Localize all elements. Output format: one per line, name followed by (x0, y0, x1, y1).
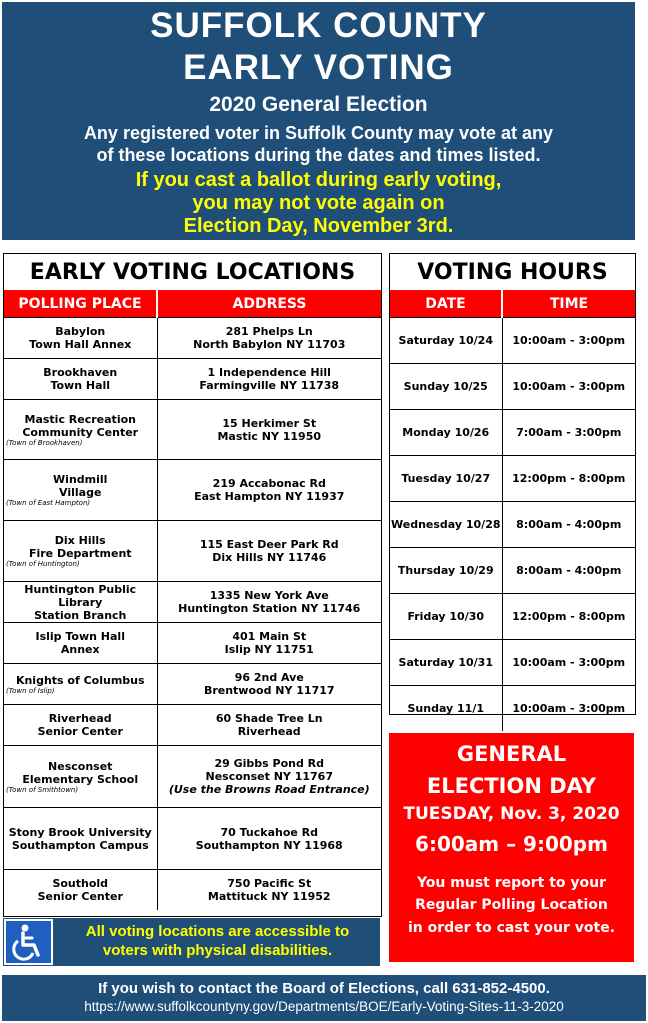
table-row (4, 521, 381, 582)
time-cell: 10:00am - 3:00pm (502, 318, 635, 364)
time-cell: 8:00am - 4:00pm (502, 548, 635, 594)
town-label: (Town of Huntington) (6, 560, 80, 568)
accessibility-line1: All voting locations are accessible to (85, 923, 350, 941)
table-row (390, 456, 635, 502)
address-street: 750 Pacific St (227, 876, 312, 890)
date-cell: Sunday 11/1 (390, 686, 502, 732)
address-street: 15 Herkimer St (222, 416, 317, 430)
address-street: 1335 New York Ave (209, 589, 329, 602)
election-day-msg3: in order to cast your vote. (407, 919, 616, 936)
place-name: Senior Center (37, 889, 123, 903)
time-cell: 10:00am - 3:00pm (502, 686, 635, 732)
address-street: 96 2nd Ave (234, 671, 304, 684)
time-cell: 10:00am - 3:00pm (502, 364, 635, 410)
time-cell: 8:00am - 4:00pm (502, 502, 635, 548)
election-day-msg2: Regular Polling Location (415, 897, 608, 914)
table-row (390, 548, 635, 594)
description-line2: of these locations during the dates and times listed. (96, 145, 541, 165)
accessibility-line2: voters with physical disabilities. (102, 942, 333, 959)
table-row (390, 686, 635, 732)
place-name: Village (59, 486, 102, 499)
subtitle: 2020 General Election (209, 93, 428, 116)
address-city: East Hampton NY 11937 (194, 490, 345, 503)
warning-line1: If you cast a ballot during early voting, (135, 169, 502, 191)
address-city: Dix Hills NY 11746 (212, 551, 327, 564)
time-cell: 10:00am - 3:00pm (502, 640, 635, 686)
address-city: North Babylon NY 11703 (193, 338, 346, 351)
town-label: (Town of Brookhaven) (6, 438, 83, 447)
table-row (390, 410, 635, 456)
locations-panel (3, 253, 382, 917)
address-city: Brentwood NY 11717 (203, 684, 335, 697)
election-day-line2: ELECTION DAY (426, 773, 597, 798)
address-city: Huntington Station NY 11746 (178, 602, 361, 615)
locations-table (4, 290, 381, 910)
place-name: Islip Town Hall (35, 630, 125, 643)
place-name: Senior Center (37, 725, 123, 738)
table-row (4, 460, 381, 521)
place-name: Knights of Columbus (15, 673, 145, 687)
table-row (390, 594, 635, 640)
table-row (4, 808, 381, 870)
accessibility-banner (3, 918, 380, 966)
place-name: Mastic Recreation (24, 412, 136, 426)
town-label: (Town of Islip) (6, 686, 55, 695)
date-cell: Monday 10/26 (390, 410, 502, 456)
place-name: Windmill (53, 473, 108, 486)
place-name: Station Branch (34, 608, 127, 622)
table-row (4, 870, 381, 910)
table-row (390, 318, 635, 364)
date-cell: Friday 10/30 (390, 594, 502, 640)
date-cell: Thursday 10/29 (390, 548, 502, 594)
col-address: ADDRESS (157, 290, 381, 318)
address-street: 1 Independence Hill (207, 366, 331, 379)
address-street: 115 East Deer Park Rd (199, 538, 339, 551)
place-name: Nesconset (48, 759, 113, 773)
address-city: Riverhead (237, 725, 301, 738)
address-city: Southampton NY 11968 (195, 838, 343, 852)
place-name: Elementary School (22, 772, 139, 786)
table-row (4, 359, 381, 400)
table-row (4, 746, 381, 808)
table-row (390, 640, 635, 686)
election-day-msg1: You must report to your (416, 875, 607, 891)
table-row (4, 582, 381, 623)
table-row (4, 664, 381, 705)
date-cell: Saturday 10/24 (390, 318, 502, 364)
address-street: 29 Gibbs Pond Rd (214, 757, 325, 770)
time-cell: 7:00am - 3:00pm (502, 410, 635, 456)
place-name: Huntington Public Library (24, 582, 137, 609)
table-row (390, 364, 635, 410)
place-name: Annex (60, 643, 100, 656)
place-name: Stony Brook University (8, 825, 152, 839)
col-date: DATE (390, 290, 502, 318)
hours-title: VOTING HOURS (417, 260, 608, 285)
wheelchair-icon (4, 919, 53, 965)
table-row (4, 623, 381, 664)
election-day-hours: 6:00am – 9:00pm (415, 832, 608, 856)
date-cell: Wednesday 10/28 (390, 502, 502, 548)
footer-contact: If you wish to contact the Board of Elections, call 631-852-4500. (98, 980, 550, 997)
place-name: Dix Hills (54, 534, 106, 547)
hours-panel (389, 253, 636, 715)
header-banner (2, 2, 635, 240)
place-name: Riverhead (48, 712, 112, 725)
place-name: Southold (52, 876, 109, 890)
place-name: Community Center (22, 425, 139, 439)
col-polling-place: POLLING PLACE (4, 290, 157, 318)
warning-line3: Election Day, November 3rd. (183, 215, 454, 237)
locations-title: EARLY VOTING LOCATIONS (29, 260, 356, 285)
time-cell: 12:00pm - 8:00pm (502, 594, 635, 640)
address-city: Farmingville NY 11738 (199, 379, 340, 392)
address-city: Nesconset NY 11767 (205, 770, 333, 783)
place-name: Town Hall Annex (29, 338, 132, 351)
election-day-panel (389, 733, 634, 962)
time-cell: 12:00pm - 8:00pm (502, 456, 635, 502)
town-label: (Town of Smithtown) (6, 785, 79, 794)
address-street: 401 Main St (232, 630, 307, 643)
col-time: TIME (502, 290, 635, 318)
address-city: Mastic NY 11950 (217, 429, 322, 443)
description-line1: Any registered voter in Suffolk County may vote at any (83, 123, 554, 143)
address-street: 60 Shade Tree Ln (215, 712, 323, 725)
place-name: Fire Department (28, 547, 132, 560)
address-city: Mattituck NY 11952 (207, 889, 331, 903)
town-label: (Town of East Hampton) (6, 499, 91, 507)
table-row (390, 502, 635, 548)
footer-url[interactable]: https://www.suffolkcountyny.gov/Departments/BOE/Early-Voting-Sites-11-3-2020 (84, 999, 564, 1014)
date-cell: Saturday 10/31 (390, 640, 502, 686)
place-name: Brookhaven (43, 366, 118, 379)
title-line1: SUFFOLK COUNTY (150, 6, 487, 45)
address-street: 70 Tuckahoe Rd (220, 825, 319, 839)
title-line2: EARLY VOTING (183, 48, 454, 87)
warning-line2: you may not vote again on (192, 192, 445, 214)
place-name: Town Hall (50, 379, 111, 392)
table-row (4, 705, 381, 746)
address-street: 281 Phelps Ln (225, 325, 313, 338)
address-street: 219 Accabonac Rd (212, 477, 326, 490)
place-name: Babylon (55, 325, 106, 338)
footer-banner (2, 975, 646, 1021)
address-city: Islip NY 11751 (224, 643, 314, 656)
date-cell: Tuesday 10/27 (390, 456, 502, 502)
election-day-date: TUESDAY, Nov. 3, 2020 (403, 804, 620, 824)
table-row (4, 318, 381, 359)
table-row (4, 400, 381, 460)
hours-table (390, 290, 635, 731)
date-cell: Sunday 10/25 (390, 364, 502, 410)
election-day-line1: GENERAL (456, 742, 567, 766)
place-name: Southampton Campus (11, 838, 149, 852)
address-note: (Use the Browns Road Entrance) (168, 783, 370, 796)
